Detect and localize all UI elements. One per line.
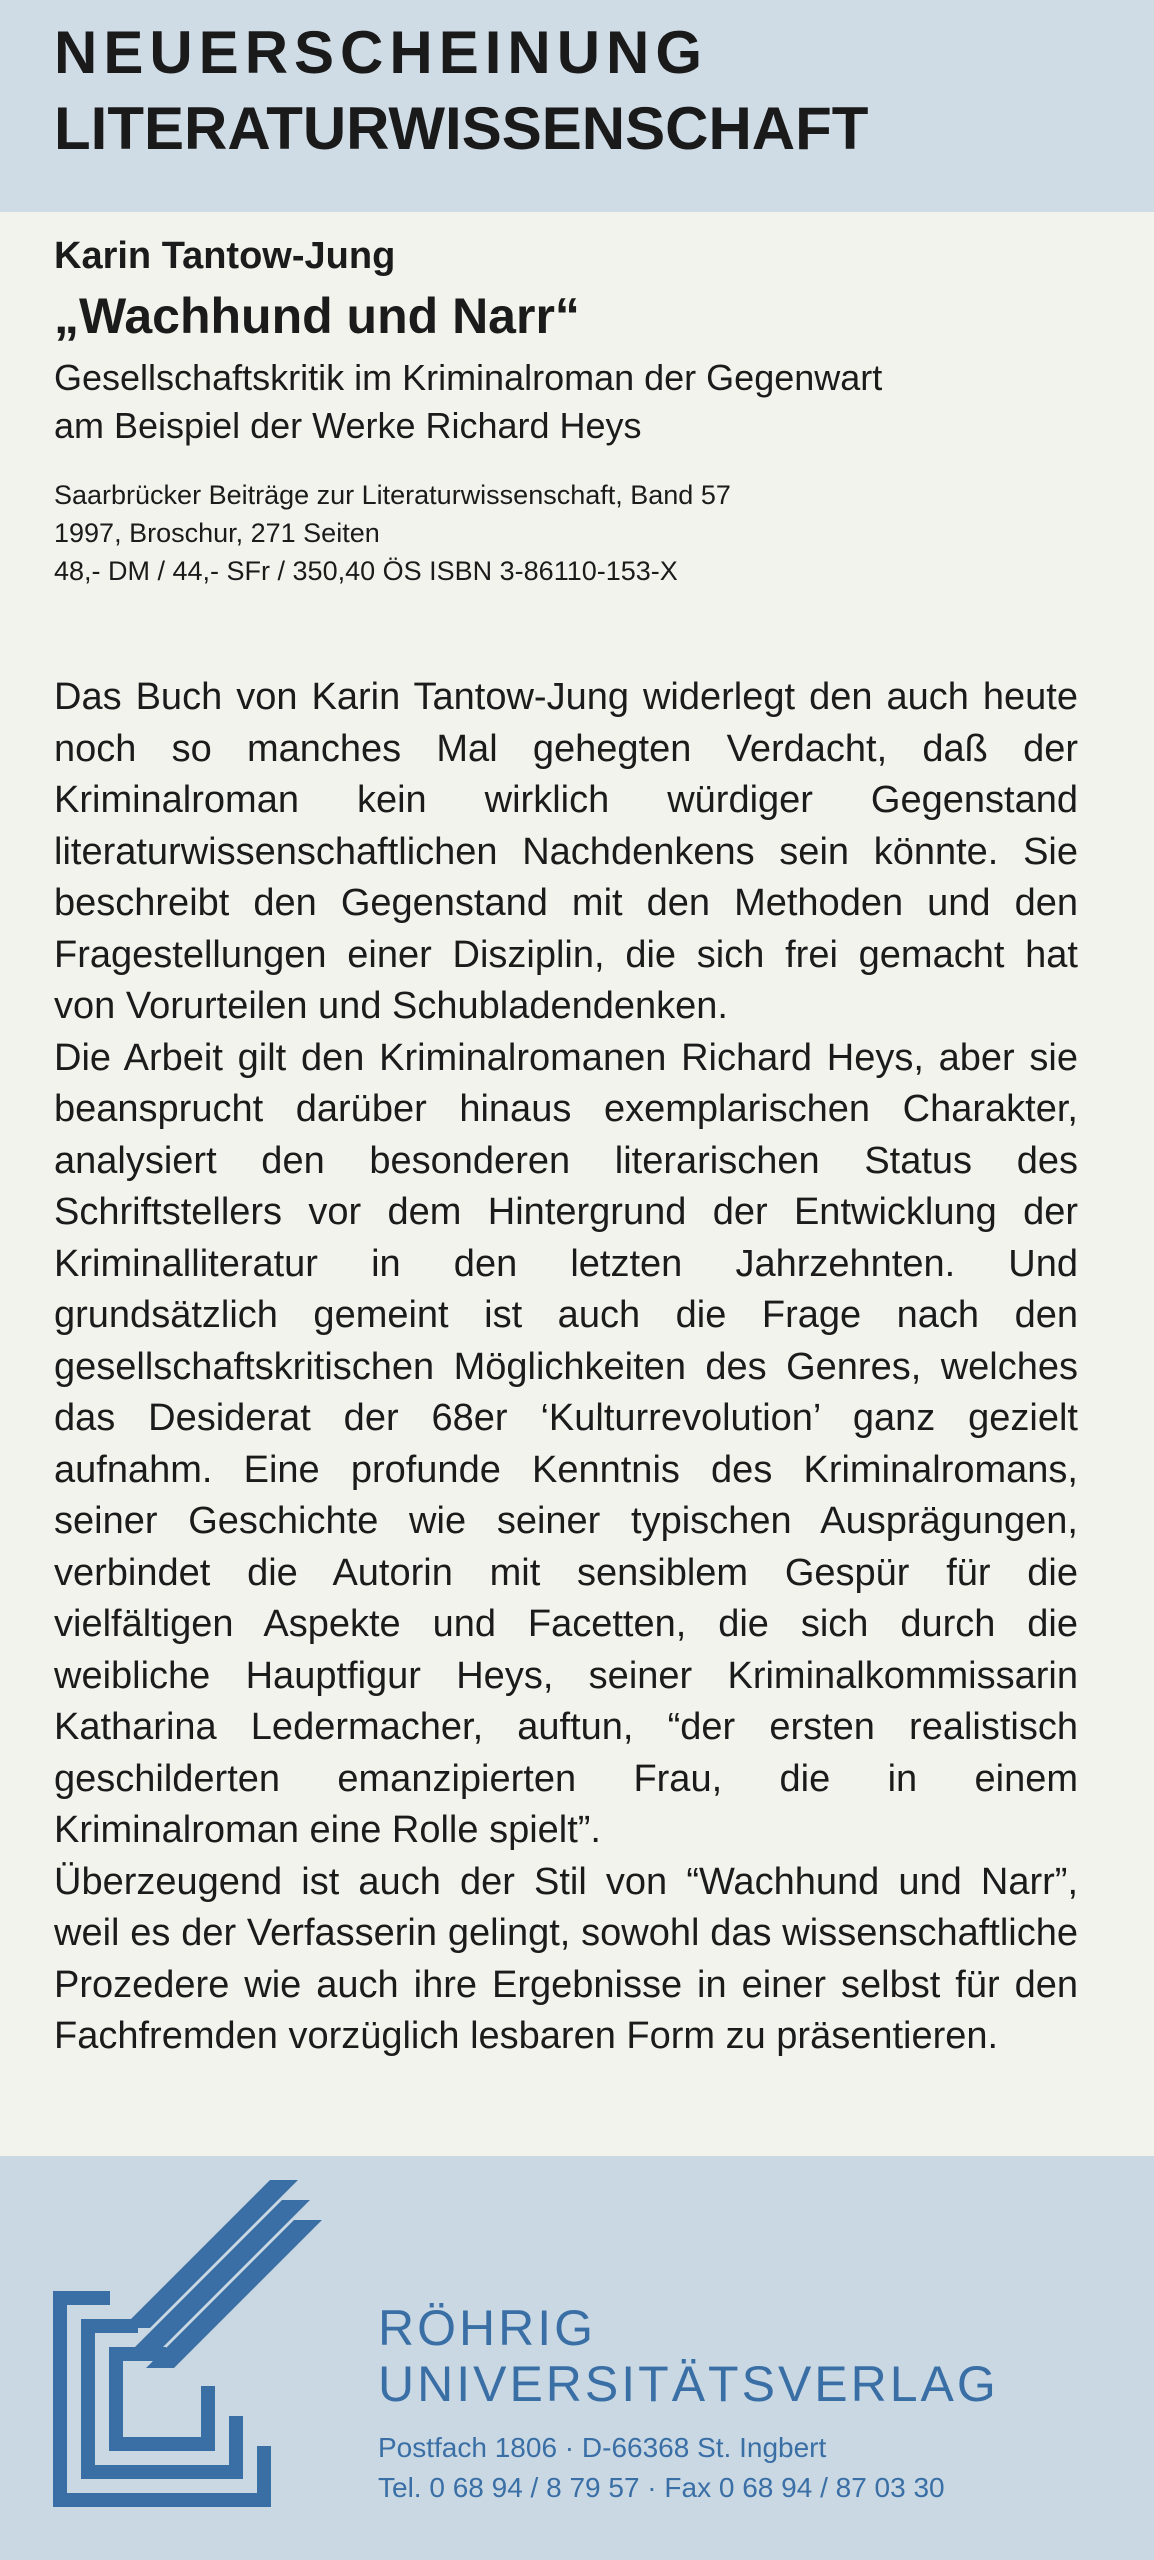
publisher-name-line-2: UNIVERSITÄTSVERLAG [378,2356,999,2412]
header-line-2: LITERATURWISSENSCHAFT [54,95,869,162]
description-paragraph-1: Das Buch von Karin Tantow-Jung widerlegt den auch heute noch so manches Mal gehegten Verdacht, daß der Kriminalroman kein wirklich würdiger Gegenstand literaturwissenschaftlichen Nachdenkens sein könnte. Sie beschreibt den Gegenstand mit den Methoden und den Fragestellungen einer Disziplin, die sich frei gemacht hat von Vorurteilen und Schubladendenken. [54,676,1078,1027]
header-band [0,0,1154,212]
book-subtitle-line-1: Gesellschaftskritik im Kriminalroman der Gegenwart [54,357,883,398]
publisher-block [378,2300,999,2508]
description [54,672,1078,2063]
book-title: „Wachhund und Narr“ [54,288,580,344]
roehrig-logo-icon [52,2180,432,2510]
description-paragraph-2: Die Arbeit gilt den Kriminalromanen Richard Heys, aber sie beansprucht darüber hinaus exemplarischen Charakter, analysiert den besonderen literarischen Status des Schriftstellers vor dem Hintergrund der Entwicklung der Kriminalliteratur in den letzten Jahrzehnten. Und grundsätzlich gemeint ist auch die Frage nach den gesellschaftskritischen Möglichkeiten des Genres, welches das Desiderat der 68er ‘Kulturrevolution’ ganz gezielt aufnahm. Eine profunde Kenntnis des Kriminalromans, seiner Geschichte wie seiner typischen Ausprägungen, verbindet die Autorin mit sensiblem Gespür für die vielfältigen Aspekte und Facetten, die sich durch die weibliche Hauptfigur Heys, seiner Kriminalkommissarin Katharina Ledermacher, auftun, “der ersten realistisch geschilderten emanzipierten Frau, die in einem Kriminalroman eine Rolle spielt”. [54,1036,1078,1851]
book-author: Karin Tantow-Jung [54,235,396,277]
description-paragraph-3: Überzeugend ist auch der Stil von “Wachhund und Narr”, weil es der Verfasserin gelingt, sowohl das wissenschaftliche Prozedere wie auch ihre Ergebnisse in einer selbst für den Fachfremden vorzüglich lesbaren Form zu präsentieren. [54,1860,1078,2057]
header-line-1: NEUERSCHEINUNG [54,19,709,86]
book-subtitle-line-2: am Beispiel der Werke Richard Heys [54,405,642,446]
publisher-contact: Tel. 0 68 94 / 8 79 57 · Fax 0 68 94 / 87 03 30 [378,2472,945,2503]
book-price-isbn: 48,- DM / 44,- SFr / 350,40 ÖS ISBN 3-86110-153-X [54,556,678,586]
publisher-address: Postfach 1806 · D-66368 St. Ingbert [378,2432,827,2463]
book-series: Saarbrücker Beiträge zur Literaturwissenschaft, Band 57 [54,480,731,510]
book-info [54,232,1114,590]
publisher-name-line-1: RÖHRIG [378,2300,596,2356]
book-meta [54,476,1114,590]
book-format: 1997, Broschur, 271 Seiten [54,518,380,548]
